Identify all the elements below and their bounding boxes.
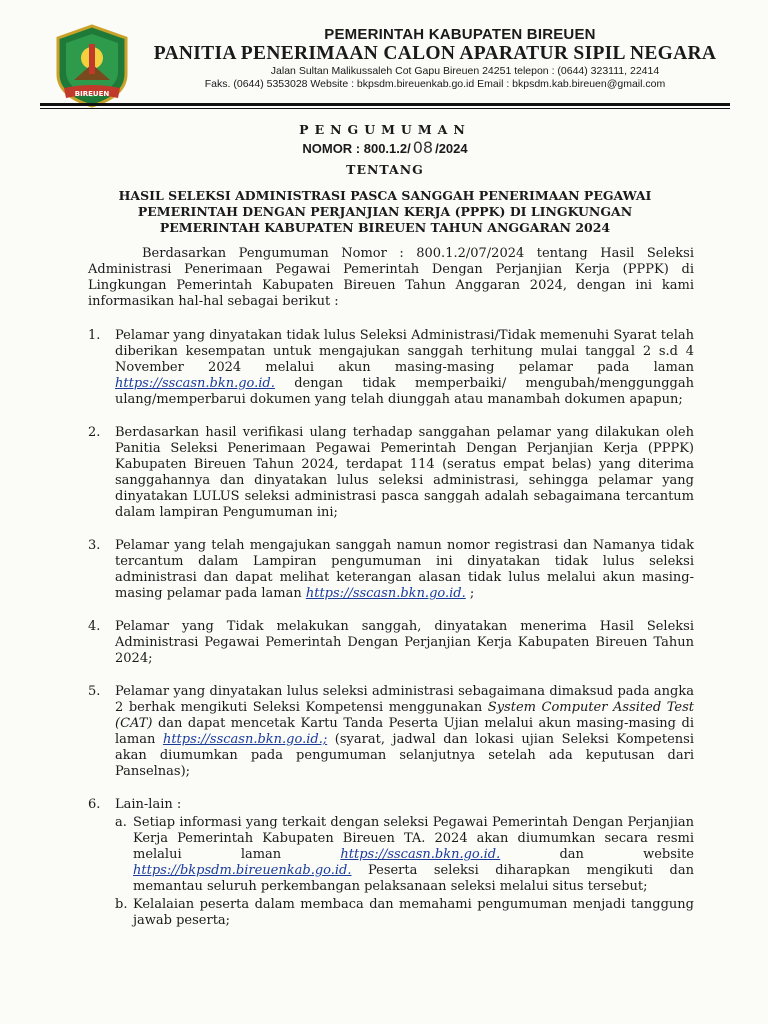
item-label: Lain-lain :: [115, 797, 182, 812]
announcement-title: PENGUMUMAN: [299, 122, 471, 137]
sub-item: [115, 815, 694, 895]
announcement-subject: [60, 188, 710, 236]
item-number: 3.: [88, 538, 101, 553]
handwritten-number: 08: [412, 138, 434, 157]
sscasn-link[interactable]: https://sscasn.bkn.go.id.: [115, 376, 275, 391]
sub-text-part: Setiap informasi yang terkait dengan seleksi Pegawai Pemerintah Dengan Perjanjian Kerja Pemerintah Kabupaten Bireuen TA. 2024 akan diumumkan secara resmi melalui laman: [133, 815, 694, 862]
government-name: PEMERINTAH KABUPATEN BIREUEN: [324, 26, 596, 43]
subject-line-3: PEMERINTAH KABUPATEN BIREUEN TAHUN ANGGARAN 2024: [159, 220, 611, 235]
announcement-body: [88, 246, 694, 946]
item-number: 1.: [88, 328, 101, 343]
item-text: [115, 328, 694, 408]
sub-text: [133, 815, 694, 895]
item-text: [115, 538, 694, 602]
intro-paragraph: Berdasarkan Pengumuman Nomor : 800.1.2/07/2024 tentang Hasil Seleksi Administrasi Penerimaan Pegawai Pemerintah Dengan Perjanjian Kerja (PPPK) di Lingkungan Pemerintah Kabupaten Bireuen Tahun Anggaran 2024, dengan ini kami informasikan hal-hal sebagai berikut :: [88, 246, 694, 309]
sscasn-link[interactable]: https://sscasn.bkn.go.id.;: [162, 732, 328, 747]
item-text-part: dan dapat mencetak Kartu Tanda Peserta Ujian melalui akun masing-masing di laman: [115, 716, 694, 747]
item-text: [115, 797, 694, 929]
bkpsdm-website-link[interactable]: https://bkpsdm.bireuenkab.go.id.: [133, 863, 352, 878]
sub-letter: b.: [115, 897, 128, 912]
about-label: TENTANG: [346, 162, 424, 177]
list-item: [88, 425, 694, 521]
announcement-number: [60, 138, 710, 157]
item-number: 6.: [88, 797, 101, 812]
item-number: 2.: [88, 425, 101, 440]
item-text-part: Pelamar yang dinyatakan tidak lulus Seleksi Administrasi/Tidak memenuhi Syarat telah diberikan kesempatan untuk mengajukan sanggah terhitung mulai tanggal 2 s.d 4 November 2024 melalui akun masing-masing pelamar pada laman: [115, 328, 694, 375]
sub-item: [115, 897, 694, 929]
item-text: Pelamar yang Tidak melakukan sanggah, dinyatakan menerima Hasil Seleksi Administrasi Pegawai Pemerintah Dengan Perjanjian Kerja Kabupaten Bireuen Tahun 2024;: [115, 619, 694, 666]
number-suffix: /2024: [435, 141, 468, 156]
item-text-part: Pelamar yang dinyatakan lulus seleksi administrasi sebagaimana dimaksud pada angka 2 berhak mengikuti Seleksi Kompetensi menggunakan: [115, 684, 694, 715]
list-item: [88, 538, 694, 602]
item-text-part: ;: [465, 586, 475, 601]
item-text: Berdasarkan hasil verifikasi ulang terhadap sanggahan pelamar yang dilakukan oleh Panitia Seleksi Penerimaan Pegawai Pemerintah Dengan Perjanjian Kerja (PPPK) Kabupaten Bireuen Tahun 2024, terdapat 114 (seratus empat belas) yang diterima sanggahannya dan dinyatakan lulus seleksi administrasi, sehingga pelamar yang dinyatakan LULUS seleksi administrasi pasca sanggah adalah sebagaimana tercantum dalam lampiran Pengumuman ini;: [115, 425, 694, 520]
list-item: [88, 328, 694, 408]
list-item: [88, 684, 694, 780]
item-text: [115, 684, 694, 780]
subject-line-2: PEMERINTAH DENGAN PERJANJIAN KERJA (PPPK) DI LINGKUNGAN: [137, 204, 633, 219]
contact-line: Faks. (0644) 5353028 Website : bkpsdm.bireuenkab.go.id Email : bkpsdm.kab.bireuen@gmail.com: [204, 78, 666, 90]
item-text-part: (syarat, jadwal dan lokasi ujian Seleksi Kompetensi akan diumumkan pada pengumuman selanjutnya setelah ada keputusan dari Panselnas);: [115, 732, 694, 779]
sscasn-link[interactable]: https://sscasn.bkn.go.id.: [340, 847, 501, 862]
list-item: [88, 797, 694, 929]
number-prefix: NOMOR : 800.1.2/: [302, 141, 411, 156]
sub-letter: a.: [115, 815, 127, 830]
item-text-part: Pelamar yang telah mengajukan sanggah namun nomor registrasi dan Namanya tidak tercantum dalam Lampiran pengumuman ini dinyatakan tidak lulus seleksi administrasi dan dapat melihat keterangan alasan tidak lulus melalui akun masing-masing pelamar pada laman: [115, 538, 694, 601]
item-number: 4.: [88, 619, 101, 634]
item-number: 5.: [88, 684, 101, 699]
committee-name: PANITIA PENERIMAAN CALON APARATUR SIPIL NEGARA: [153, 43, 717, 64]
subject-line-1: HASIL SELEKSI ADMINISTRASI PASCA SANGGAH PENERIMAAN PEGAWAI: [118, 188, 652, 203]
letterhead-rule-thin: [40, 108, 730, 109]
sscasn-link[interactable]: https://sscasn.bkn.go.id.: [305, 586, 466, 601]
letterhead: [48, 22, 728, 102]
sub-list: [115, 815, 694, 929]
sub-text: Kelalaian peserta dalam membaca dan memahami pengumuman menjadi tanggung jawab peserta;: [133, 897, 694, 928]
sub-text-part: Peserta seleksi diharapkan mengikuti dan memantau seluruh perkembangan pelaksanaan seleksi melalui situs tersebut;: [133, 863, 694, 894]
list-item: [88, 619, 694, 667]
logo-text: BIREUEN: [74, 90, 110, 98]
address-line: Jalan Sultan Malikussaleh Cot Gapu Bireuen 24251 telepon : (0644) 323111, 22414: [270, 65, 660, 77]
sub-text-part: dan website: [500, 847, 694, 862]
item-text-italic: System Computer Assited Test (CAT): [115, 700, 694, 731]
item-text-part: dengan tidak memperbaiki/ mengubah/menggunggah ulang/memperbarui dokumen yang telah diunggah atau manambah dokumen apapun;: [115, 376, 694, 407]
bireuen-coat-of-arms-logo: [52, 24, 132, 108]
letterhead-rule-thick: [40, 103, 730, 106]
